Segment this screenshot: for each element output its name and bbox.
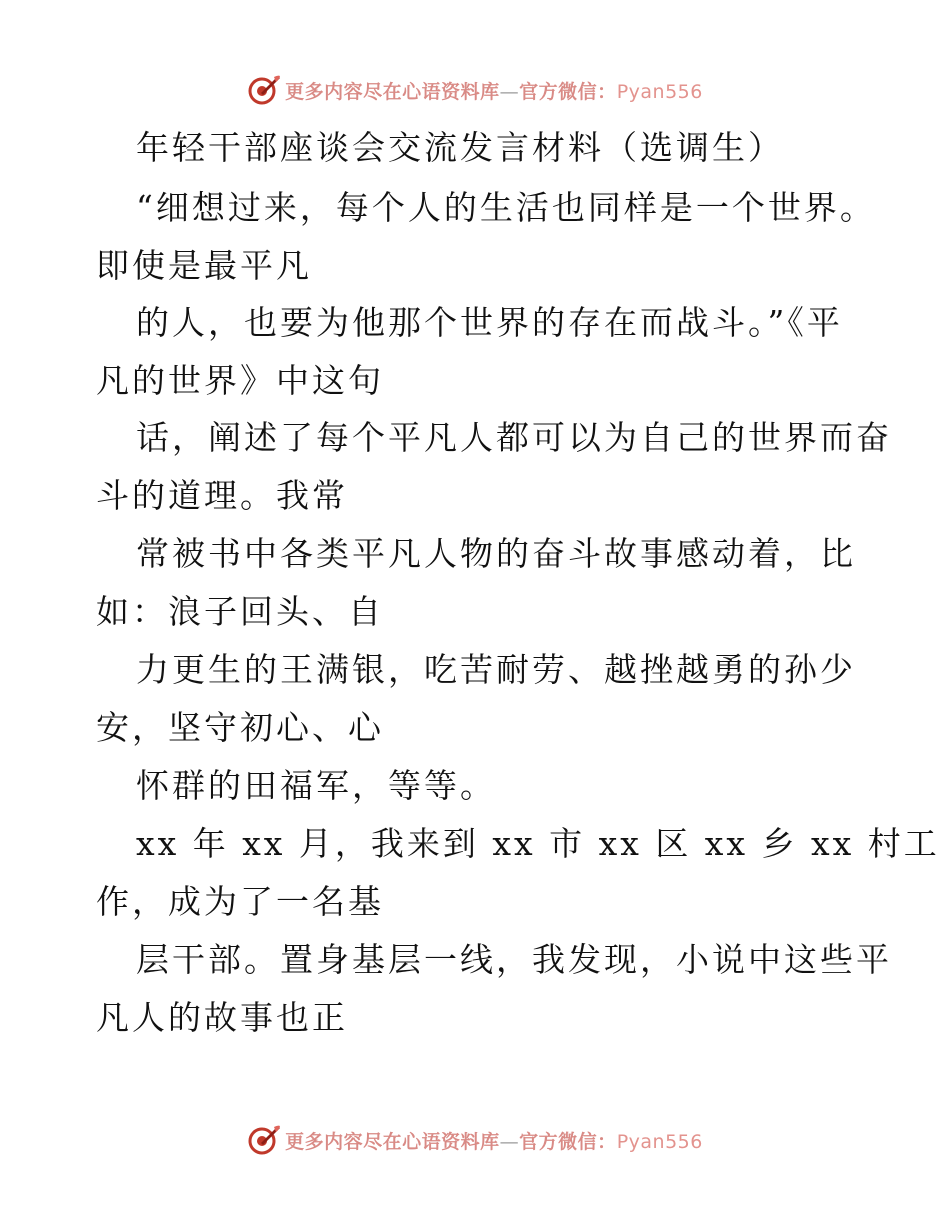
header-banner [0, 70, 950, 110]
banner-wechat-id: Pyan556 [616, 1130, 703, 1153]
paragraph-line: 常被书中各类平凡人物的奋斗故事感动着，比 [136, 534, 856, 573]
paragraph-line: 怀群的田福军，等等。 [136, 766, 496, 805]
paragraph-line: 话，阐述了每个平凡人都可以为自己的世界而奋 [136, 418, 892, 457]
quill-seal-icon [247, 1123, 281, 1157]
banner-wechat-label: 官方微信： [519, 1130, 617, 1153]
paragraph-line: 凡人的故事也正 [96, 998, 348, 1037]
paragraph-line: 凡的世界》中这句 [96, 361, 384, 400]
paragraph-line: 作，成为了一名基 [96, 882, 384, 921]
banner-dash: — [499, 80, 520, 103]
paragraph-line: xx 年 xx 月，我来到 xx 市 xx 区 xx 乡 xx 村工 [136, 824, 940, 863]
quill-seal-icon [247, 73, 281, 107]
banner-wechat-label: 官方微信： [519, 80, 617, 103]
paragraph-line: 斗的道理。我常 [96, 476, 348, 515]
paragraph-line: 力更生的王满银，吃苦耐劳、越挫越勇的孙少 [136, 650, 856, 689]
banner-text [285, 1127, 703, 1154]
paragraph-line: 的人，也要为他那个世界的存在而战斗。”《平 [136, 303, 843, 342]
banner-wechat-id: Pyan556 [616, 80, 703, 103]
paragraph-line: 即使是最平凡 [96, 246, 312, 285]
banner-main-text: 更多内容尽在心语资料库 [285, 80, 500, 103]
paragraph-line: 层干部。置身基层一线，我发现，小说中这些平 [136, 940, 892, 979]
paragraph-line: 如：浪子回头、自 [96, 592, 384, 631]
banner-dash: — [499, 1130, 520, 1153]
document-title: 年轻干部座谈会交流发言材料（选调生） [136, 128, 784, 167]
paragraph-line: “细想过来，每个人的生活也同样是一个世界。 [136, 188, 876, 227]
paragraph-line: 安，坚守初心、心 [96, 708, 384, 747]
banner-text [285, 77, 703, 104]
footer-banner [0, 1120, 950, 1160]
banner-main-text: 更多内容尽在心语资料库 [285, 1130, 500, 1153]
